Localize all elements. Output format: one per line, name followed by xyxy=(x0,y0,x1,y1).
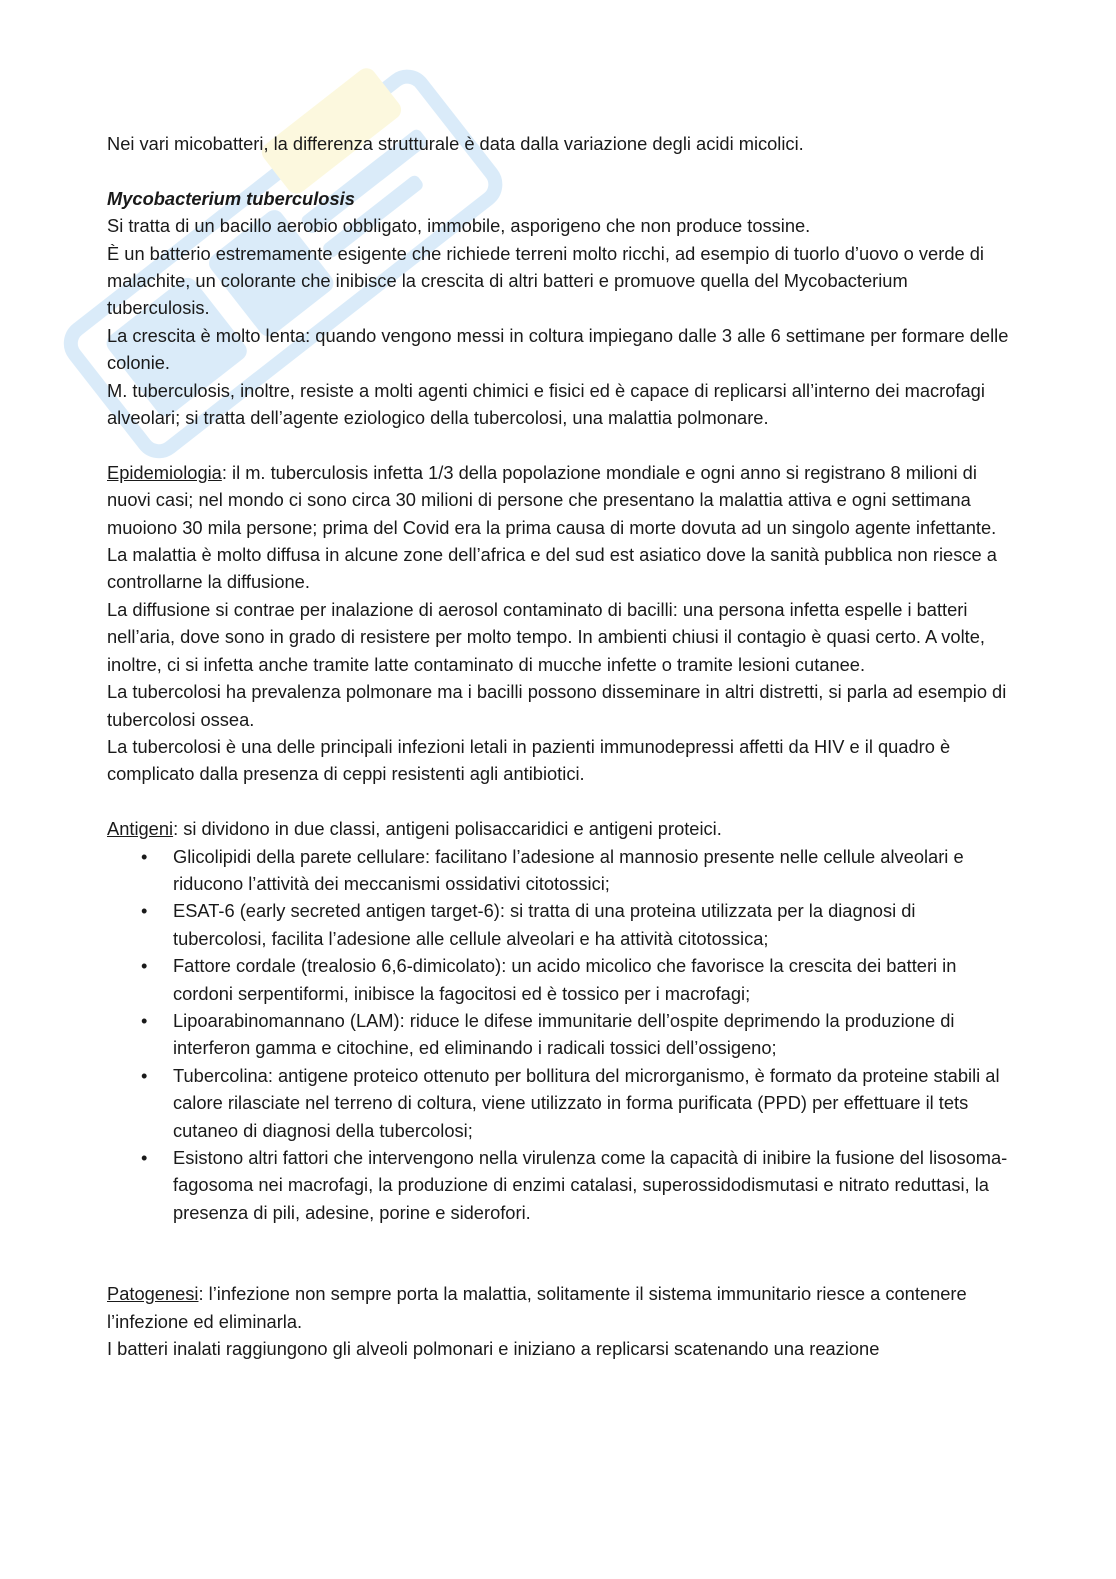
antigeni-list xyxy=(107,843,1012,1227)
patogenesi-paragraph xyxy=(107,1280,1012,1335)
mycobacterium-line: M. tuberculosis, inoltre, resiste a molti agenti chimici e fisici ed è capace di replicarsi all’interno dei macrofagi alveolari; si tratta dell’agente eziologico della tubercolosi, una malattia polmonare. xyxy=(107,379,985,429)
list-item: • ESAT-6 (early secreted antigen target-6): si tratta di una proteina utilizzata per la diagnosi di tubercolosi, facilita l’adesione alle cellule alveolari e ha attività citotossica; xyxy=(173,897,1012,952)
document-page xyxy=(107,130,1012,1362)
patogenesi-line: I batteri inalati raggiungono gli alveoli polmonari e iniziano a replicarsi scatenando una reazione xyxy=(107,1338,880,1360)
section-label-epidemiologia: Epidemiologia xyxy=(107,461,222,483)
section-label-patogenesi: Patogenesi xyxy=(107,1283,199,1305)
epidemiologia-line: La malattia è molto diffusa in alcune zone dell’africa e del sud est asiatico dove la sanità pubblica non riesce a controllarne la diffusione. xyxy=(107,544,997,593)
section-title-mycobacterium: Mycobacterium tuberculosis xyxy=(107,187,355,209)
list-item: • Glicolipidi della parete cellulare: facilitano l’adesione al mannosio presente nelle cellule alveolari e riducono l’attività dei meccanismi ossidativi citotossici; xyxy=(173,843,1012,898)
mycobacterium-line: Si tratta di un bacillo aerobio obbligato, immobile, asporigeno che non produce tossine. xyxy=(107,215,811,237)
list-item: • Lipoarabinomannano (LAM): riduce le difese immunitarie dell’ospite deprimendo la produzione di interferon gamma e citochine, ed eliminando i radicali tossici dell’ossigeno; xyxy=(173,1007,1012,1062)
list-item: • Fattore cordale (trealosio 6,6-dimicolato): un acido micolico che favorisce la crescita dei batteri in cordoni serpentiformi, inibisce la fagocitosi ed è tossico per i macrofagi; xyxy=(173,952,1012,1007)
antigeni-text: : si dividono in due classi, antigeni polisaccaridici e antigeni proteici. xyxy=(173,818,722,840)
list-item: • Esistono altri fattori che intervengono nella virulenza come la capacità di inibire la fusione del lisosoma-fagosoma nei macrofagi, la produzione di enzimi catalasi, superossidodismutasi e nitrato reduttasi, la presenza di pili, adesine, porine e siderofori. xyxy=(173,1144,1012,1226)
epidemiologia-line: La tubercolosi è una delle principali infezioni letali in pazienti immunodepressi affetti da HIV e il quadro è complicato dalla presenza di ceppi resistenti agli antibiotici. xyxy=(107,735,951,785)
epidemiologia-line: La diffusione si contrae per inalazione di aerosol contaminato di bacilli: una persona infetta espelle i batteri nell’aria, dove sono in grado di resistere per molto tempo. In ambienti chiusi il contagio è quasi certo. A volte, inoltre, ci si infetta anche tramite latte contaminato di mucche infette o tramite lesioni cutanee. xyxy=(107,598,985,675)
epidemiologia-line: La tubercolosi ha prevalenza polmonare ma i bacilli possono disseminare in altri distretti, si parla ad esempio di tubercolosi ossea. xyxy=(107,681,1007,730)
mycobacterium-line: È un batterio estremamente esigente che richiede terreni molto ricchi, ad esempio di tuorlo d’uovo o verde di malachite, un colorante che inibisce la crescita di altri batteri e promuove quella del Mycobacterium tuberculosis. xyxy=(107,242,984,319)
epidemiologia-text: : il m. tuberculosis infetta 1/3 della popolazione mondiale e ogni anno si registrano 8 milioni di nuovi casi; nel mondo ci sono circa 30 milioni di persone che presentano la malattia attiva e ogni settimana muoiono 30 mila persone; prima del Covid era la prima causa di morte dovuta ad un singolo agente infettante. xyxy=(107,461,997,538)
epidemiologia-paragraph xyxy=(107,459,1012,541)
mycobacterium-line: La crescita è molto lenta: quando vengono messi in coltura impiegano dalle 3 alle 6 settimane per formare delle colonie. xyxy=(107,324,1009,374)
section-label-antigeni: Antigeni xyxy=(107,818,174,840)
intro-paragraph: Nei vari micobatteri, la differenza strutturale è data dalla variazione degli acidi micolici. xyxy=(107,133,804,154)
list-item: • Tubercolina: antigene proteico ottenuto per bollitura del microrganismo, è formato da proteine stabili al calore rilasciate nel terreno di coltura, viene utilizzato in forma purificata (PPD) per effettuare il tets cutaneo di diagnosi della tubercolosi; xyxy=(173,1062,1012,1144)
patogenesi-text: : l’infezione non sempre porta la malattia, solitamente il sistema immunitario riesce a contenere l’infezione ed eliminarla. xyxy=(107,1283,967,1332)
antigeni-paragraph xyxy=(107,815,1012,842)
